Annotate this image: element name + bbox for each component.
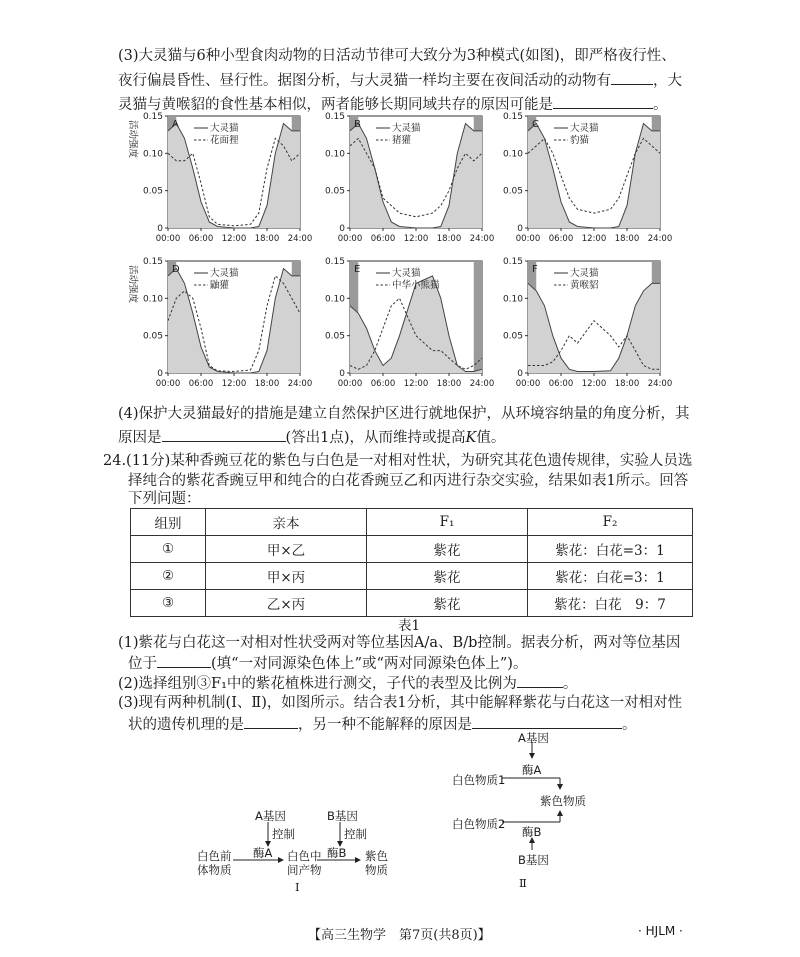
table-cell: 紫花：白花 9：7 — [528, 590, 693, 617]
q23-p3-line1: (3)大灵猫与6种小型食肉动物的日活动节律可大致分为3种模式(如图)，即严格夜行性、 — [118, 48, 676, 64]
y-tick-label: 0.10 — [324, 149, 345, 160]
y-tick-label: 0.10 — [502, 149, 523, 160]
y-axis-label: 活动强度 — [127, 120, 138, 159]
table-header-row — [131, 509, 693, 536]
x-tick-label: 12:00 — [581, 379, 607, 389]
q23-p3-line3: 灵猫与黄喉貂的食性基本相似，两者能够长期同域共存的原因可能是 。 — [118, 94, 718, 115]
q24-s3-line2: 状的遗传机理的是 ，另一种不能解释的原因是 。 — [128, 714, 728, 735]
y-tick-label: 0.15 — [142, 257, 163, 267]
answer-blank[interactable] — [162, 427, 286, 442]
legend-entry: 鼬獾 — [210, 280, 230, 291]
mech1-a-gene: A基因 — [255, 809, 286, 823]
x-tick-label: 00:00 — [337, 234, 363, 244]
x-tick-label: 06:00 — [548, 234, 574, 244]
x-tick-label: 00:00 — [515, 234, 541, 244]
legend-entry: 大灵猫 — [210, 268, 239, 279]
table-row — [131, 590, 693, 617]
y-axis-label: 活动强度 — [127, 265, 138, 304]
answer-blank[interactable] — [611, 70, 653, 85]
x-tick-label: 24:00 — [647, 379, 673, 389]
q23-p4-line2: 原因是 (答出1点)，从而维持或提高K值。 — [118, 427, 718, 448]
table-cell: ① — [131, 536, 206, 563]
legend-entry: 大灵猫 — [392, 268, 421, 279]
q24-s1-line1: (1)紫花与白花这一对相对性状受两对等位基因A/a、B/b控制。据表分析，两对等位基因 — [118, 635, 681, 651]
mech2-label: Ⅱ — [519, 876, 527, 890]
y-tick-label: 0.15 — [142, 112, 163, 122]
legend-entry: 黄喉貂 — [570, 280, 599, 291]
legend-entry: 猪獾 — [392, 135, 412, 146]
y-tick-label: 0.10 — [142, 294, 163, 305]
y-tick-label: 0 — [339, 224, 345, 234]
table-cell: 紫花 — [367, 563, 528, 590]
q24-s1-line2: 位于 (填“一对同源染色体上”或“两对同源染色体上”)。 — [128, 653, 728, 674]
answer-blank[interactable] — [157, 653, 211, 668]
y-tick-label: 0 — [517, 224, 523, 234]
table-header-cell: 亲本 — [206, 509, 367, 536]
x-tick-label: 00:00 — [155, 379, 181, 389]
x-tick-label: 00:00 — [515, 379, 541, 389]
legend-entry: 大灵猫 — [210, 123, 239, 134]
mech1-enzyme-a: 酶A — [253, 846, 273, 860]
mech1-mid-line2: 间产物 — [287, 863, 322, 877]
mech1-label: Ⅰ — [295, 880, 300, 894]
mech2-enzyme-a: 酶A — [522, 763, 542, 777]
y-tick-label: 0.15 — [324, 112, 345, 122]
y-tick-label: 0.05 — [142, 331, 163, 342]
mech2-white-substance-1: 白色物质1 — [452, 773, 506, 787]
table-cell: 乙×丙 — [206, 590, 367, 617]
y-tick-label: 0.05 — [502, 331, 523, 342]
legend-entry: 大灵猫 — [570, 123, 599, 134]
mech2-white-substance-2: 白色物质2 — [452, 817, 506, 831]
x-tick-label: 12:00 — [221, 234, 247, 244]
q24-s2: (2)选择组别③F₁中的紫花植株进行测交，子代的表型及比例为 。 — [118, 673, 718, 694]
mech1-end-line2: 物质 — [365, 863, 388, 877]
y-tick-label: 0.10 — [142, 149, 163, 160]
chart-panel-d — [118, 255, 318, 395]
mech1-control2: 控制 — [344, 827, 367, 841]
mech2-a-gene: A基因 — [518, 731, 549, 745]
x-tick-label: 18:00 — [254, 234, 280, 244]
q24-s3-line1: (3)现有两种机制(Ⅰ、Ⅱ)，如图所示。结合表1分析，其中能解释紫花与白花这一对相对性 — [118, 695, 683, 711]
chart-svg-b — [300, 110, 500, 250]
answer-blank[interactable] — [472, 714, 622, 729]
x-tick-label: 18:00 — [254, 379, 280, 389]
table-1 — [130, 508, 693, 617]
table-cell: 紫花：白花=3：1 — [528, 536, 693, 563]
mech2-purple-substance: 紫色物质 — [540, 794, 586, 808]
y-tick-label: 0.05 — [324, 331, 345, 342]
x-tick-label: 06:00 — [370, 379, 396, 389]
chart-svg-e — [300, 255, 500, 395]
y-tick-label: 0.15 — [502, 112, 523, 122]
x-tick-label: 18:00 — [614, 379, 640, 389]
y-tick-label: 0 — [157, 224, 163, 234]
panel-letter: F — [532, 264, 538, 275]
x-tick-label: 12:00 — [403, 379, 429, 389]
x-tick-label: 12:00 — [403, 234, 429, 244]
x-tick-label: 00:00 — [155, 234, 181, 244]
y-tick-label: 0.10 — [502, 294, 523, 305]
x-tick-label: 24:00 — [469, 379, 495, 389]
x-tick-label: 06:00 — [188, 379, 214, 389]
answer-blank[interactable] — [553, 94, 653, 109]
x-tick-label: 00:00 — [337, 379, 363, 389]
panel-letter: E — [354, 264, 361, 275]
x-tick-label: 12:00 — [581, 234, 607, 244]
legend-entry: 大灵猫 — [392, 123, 421, 134]
y-tick-label: 0.15 — [324, 257, 345, 267]
mech1-start-line1: 白色前 — [197, 849, 232, 863]
legend-entry: 花面狸 — [210, 135, 239, 146]
chart-svg-d — [118, 255, 318, 395]
chart-panel-a — [118, 110, 318, 250]
chart-panel-b — [300, 110, 500, 250]
x-tick-label: 24:00 — [287, 379, 313, 389]
table-header-cell: F₂ — [528, 509, 693, 536]
answer-blank[interactable] — [517, 673, 563, 688]
q23-p3-line2: 夜行偏晨昏性、昼行性。据图分析，与大灵猫一样均主要在夜间活动的动物有 ，大 — [118, 70, 718, 91]
q24-line1: 24.(11分)某种香豌豆花的紫色与白色是一对相对性状，为研究其花色遗传规律，实验人员选 — [103, 453, 693, 469]
panel-letter: D — [172, 264, 180, 275]
x-tick-label: 06:00 — [548, 379, 574, 389]
table-cell: 紫花 — [367, 590, 528, 617]
x-tick-label: 24:00 — [647, 234, 673, 244]
chart-svg-f — [478, 255, 678, 395]
answer-blank[interactable] — [244, 714, 298, 729]
y-tick-label: 0.05 — [324, 186, 345, 197]
chart-svg-c — [478, 110, 678, 250]
legend-entry: 豹猫 — [570, 135, 590, 146]
table-header-cell: 组别 — [131, 509, 206, 536]
mech1-enzyme-b: 酶B — [327, 846, 347, 860]
mech2-b-gene: B基因 — [518, 853, 549, 867]
y-tick-label: 0.15 — [502, 257, 523, 267]
panel-letter: A — [172, 119, 179, 130]
footer-page-info: 【高三生物学 第7页(共8页)】 — [308, 928, 491, 943]
x-tick-label: 24:00 — [287, 234, 313, 244]
table-row — [131, 536, 693, 563]
x-tick-label: 12:00 — [221, 379, 247, 389]
y-tick-label: 0 — [157, 369, 163, 379]
panel-letter: B — [354, 119, 361, 130]
legend-entry: 大灵猫 — [570, 268, 599, 279]
mech1-start-line2: 体物质 — [197, 863, 232, 877]
y-tick-label: 0.10 — [324, 294, 345, 305]
mech1-control1: 控制 — [272, 827, 295, 841]
table-cell: 甲×乙 — [206, 536, 367, 563]
q23-p4-line1: (4)保护大灵猫最好的措施是建立自然保护区进行就地保护，从环境容纳量的角度分析，其 — [118, 406, 690, 422]
footer-code: · HJLM · — [638, 924, 683, 938]
chart-panel-c — [478, 110, 678, 250]
y-tick-label: 0 — [339, 369, 345, 379]
table-cell: 甲×丙 — [206, 563, 367, 590]
q24-line3: 下列问题： — [128, 491, 201, 507]
y-tick-label: 0.05 — [142, 186, 163, 197]
q24-line2: 择纯合的紫花香豌豆甲和纯合的白花香豌豆乙和丙进行杂交实验，结果如表1所示。回答 — [128, 473, 689, 489]
mech2-enzyme-b: 酶B — [522, 825, 542, 839]
chart-panel-e — [300, 255, 500, 395]
y-tick-label: 0.05 — [502, 186, 523, 197]
chart-svg-a — [118, 110, 318, 250]
x-tick-label: 06:00 — [188, 234, 214, 244]
x-tick-label: 06:00 — [370, 234, 396, 244]
table-header-cell: F₁ — [367, 509, 528, 536]
x-tick-label: 18:00 — [614, 234, 640, 244]
legend-entry: 中华小熊猫 — [392, 280, 440, 291]
mech1-b-gene: B基因 — [327, 809, 358, 823]
chart-panel-f — [478, 255, 678, 395]
panel-letter: C — [532, 119, 539, 130]
x-tick-label: 18:00 — [436, 379, 462, 389]
table-row — [131, 563, 693, 590]
table-cell: 紫花：白花=3：1 — [528, 563, 693, 590]
mech1-mid-line1: 白色中 — [287, 849, 322, 863]
table-cell: ② — [131, 563, 206, 590]
mech1-end-line1: 紫色 — [365, 849, 388, 863]
table-cell: ③ — [131, 590, 206, 617]
x-tick-label: 24:00 — [469, 234, 495, 244]
table-caption: 表1 — [398, 618, 421, 634]
table-cell: 紫花 — [367, 536, 528, 563]
y-tick-label: 0 — [517, 369, 523, 379]
x-tick-label: 18:00 — [436, 234, 462, 244]
